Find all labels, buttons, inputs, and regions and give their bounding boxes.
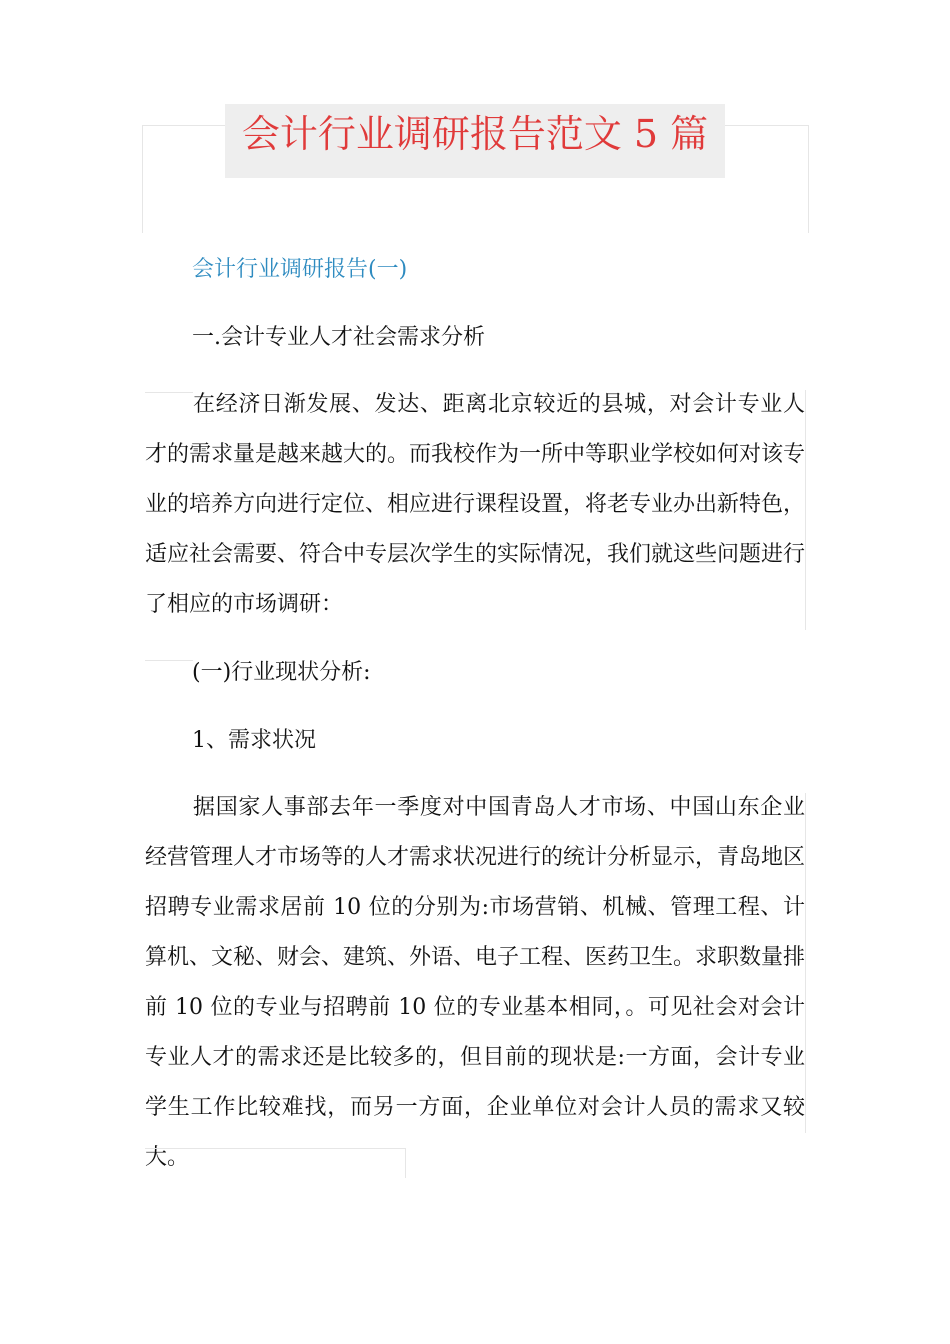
paragraph-end-mark — [405, 1148, 406, 1178]
section-title: 会计行业调研报告(一) — [192, 257, 408, 282]
document-title: 会计行业调研报告范文 5 篇 — [241, 112, 709, 156]
page-frame-left — [142, 125, 143, 233]
margin-mark — [805, 793, 806, 1133]
heading-demand-analysis: 一.会计专业人才社会需求分析 — [192, 325, 485, 350]
page-frame-right — [808, 125, 809, 233]
heading-industry-status: (一)行业现状分析: — [192, 660, 371, 685]
heading-demand-status: 1、需求状况 — [192, 728, 316, 753]
margin-mark — [805, 390, 806, 630]
paragraph-end-mark — [145, 1148, 405, 1149]
indent-mark — [145, 660, 193, 661]
paragraph-intro: 在经济日渐发展、发达、距离北京较近的县城，对会计专业人才的需求量是越来越大的。而我校作为一所中等职业学校如何对该专业的培养方向进行定位、相应进行课程设置，将老专业办出新特色，适应社会需要、符合中专层次学生的实际情况，我们就这些问题进行了相应的市场调研： — [145, 392, 806, 617]
paragraph-demand-data: 据国家人事部去年一季度对中国青岛人才市场、中国山东企业经营管理人才市场等的人才需求状况进行的统计分析显示，青岛地区招聘专业需求居前 10 位的分别为:市场营销、机械、管理工程、计算机、文秘、财会、建筑、外语、电子工程、医药卫生。求职数量排前 10 位的专业与招聘前 10 位的专业基本相同，。可见社会对会计专业人才的需求还是比较多的，但目前的现状是:一方面，会计专业学生工作比较难找，而另一方面，企业单位对会计人员的需求又较大。 — [145, 795, 806, 1170]
